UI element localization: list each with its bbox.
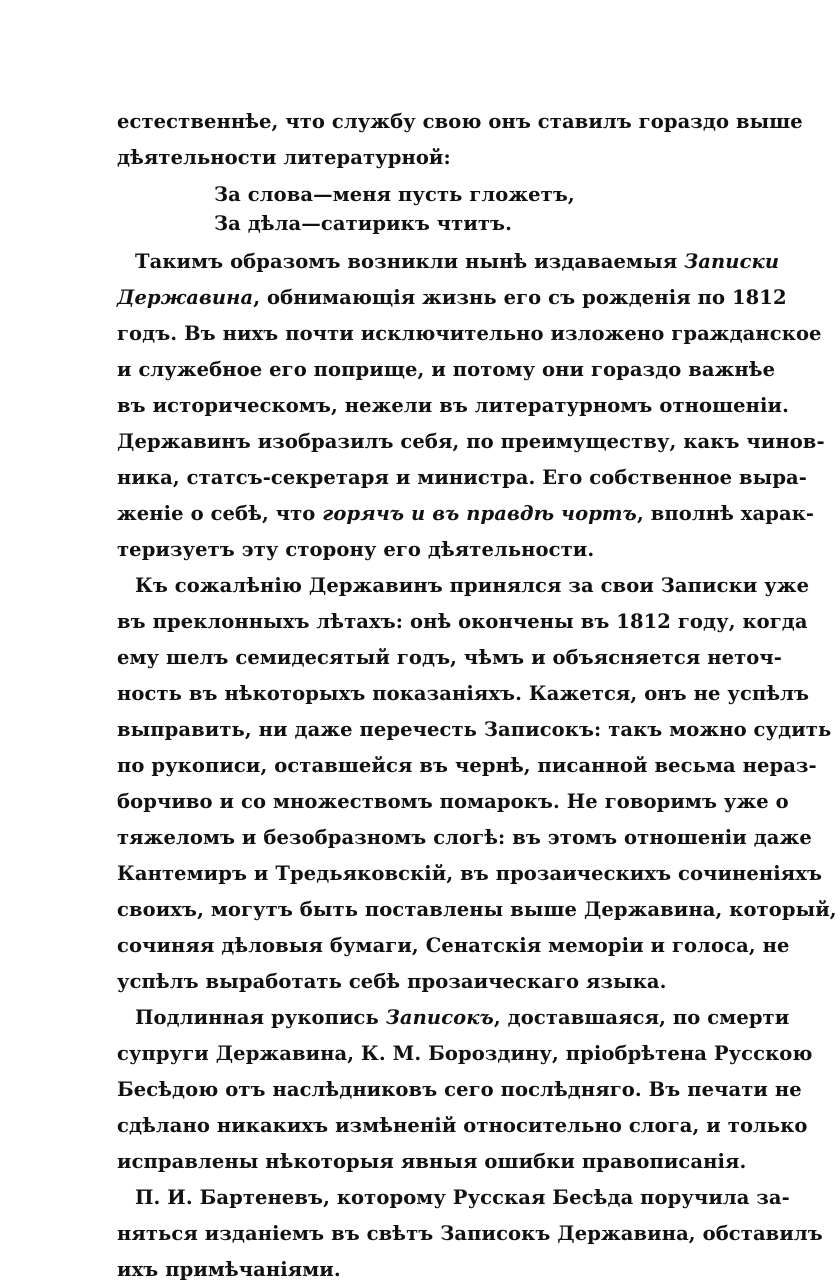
text-run: Подлинная рукопись xyxy=(135,1006,386,1029)
italic-title: Записки xyxy=(684,250,780,273)
text-line: по рукописи, оставшейся въ чернѣ, писанной весьма нераз- xyxy=(117,754,817,777)
verse-quote xyxy=(117,180,697,238)
text-line: годъ. Въ нихъ почти исключительно изложено гражданское xyxy=(117,322,822,345)
paragraph xyxy=(117,568,837,1000)
text-line: П. И. Бартеневъ, которому Русская Бесѣда поручила за- xyxy=(135,1186,790,1209)
verse-line: За слова—меня пусть гложетъ, xyxy=(214,183,575,206)
text-line: Кантемиръ и Тредьяковскій, въ прозаическихъ сочиненіяхъ xyxy=(117,862,823,885)
intro-paragraph xyxy=(117,104,803,176)
italic-quote: горячъ и въ правдѣ чортъ xyxy=(322,502,637,525)
text-line: ихъ примѣчаніями. xyxy=(117,1258,341,1281)
text-line: въ преклонныхъ лѣтахъ: онѣ окончены въ 1812 году, когда xyxy=(117,610,808,633)
text-line xyxy=(117,1000,790,1036)
text-line: и служебное его поприще, и потому они гораздо важнѣе xyxy=(117,358,776,381)
text-run: женіе о себѣ, что xyxy=(117,502,323,525)
page-text xyxy=(117,104,837,1288)
text-line: въ историческомъ, нежели въ литературномъ отношеніи. xyxy=(117,394,790,417)
paragraph xyxy=(117,1000,813,1180)
text-line: исправлены нѣкоторыя явныя ошибки правописанія. xyxy=(117,1150,747,1173)
text-line: борчиво и со множествомъ помарокъ. Не говоримъ уже о xyxy=(117,790,789,813)
italic-title: Записокъ xyxy=(385,1006,494,1029)
text-line: тяжеломъ и безобразномъ слогѣ: въ этомъ отношеніи даже xyxy=(117,826,812,849)
text-line: теризуетъ эту сторону его дѣятельности. xyxy=(117,538,595,561)
text-line: Къ сожалѣнію Державинъ принялся за свои Записки уже xyxy=(135,574,810,597)
text-line: ему шелъ семидесятый годъ, чѣмъ и объясняется неточ- xyxy=(117,646,782,669)
text-line: Державинъ изобразилъ себя, по преимуществу, какъ чинов- xyxy=(117,430,825,453)
italic-title: Державина xyxy=(117,286,254,309)
text-run: , вполнѣ харак- xyxy=(636,502,815,525)
paragraph xyxy=(117,1180,823,1288)
text-line: супруги Державина, К. М. Бороздину, пріобрѣтена Русскою xyxy=(117,1042,813,1065)
text-line: няться изданіемъ въ свѣтъ Записокъ Державина, обставилъ xyxy=(117,1222,823,1245)
text-line: ность въ нѣкоторыхъ показаніяхъ. Кажется, онъ не успѣлъ xyxy=(117,682,810,705)
paragraph xyxy=(117,244,825,568)
text-line: выправить, ни даже перечесть Записокъ: такъ можно судить xyxy=(117,718,832,741)
verse-line: За дѣла—сатирикъ чтитъ. xyxy=(214,212,513,235)
text-line: сдѣлано никакихъ измѣненій относительно слога, и только xyxy=(117,1114,808,1137)
text-line xyxy=(117,496,815,532)
text-run: , обнимающія жизнь его съ рожденія по 1812 xyxy=(253,286,787,309)
text-line: дѣятельности литературной: xyxy=(117,146,451,169)
text-line: ника, статсъ-секретаря и министра. Его собственное выра- xyxy=(117,466,807,489)
text-run: Такимъ образомъ возникли нынѣ издаваемыя xyxy=(135,250,685,273)
text-line xyxy=(117,280,787,316)
text-line: сочиняя дѣловыя бумаги, Сенатскія меморіи и голоса, не xyxy=(117,934,790,957)
text-line: своихъ, могутъ быть поставлены выше Державина, который, xyxy=(117,898,837,921)
text-line: естественнѣе, что службу свою онъ ставилъ гораздо выше xyxy=(117,110,803,133)
text-line xyxy=(117,244,780,280)
text-line: Бесѣдою отъ наслѣдниковъ сего послѣдняго. Въ печати не xyxy=(117,1078,802,1101)
text-line: успѣлъ выработать себѣ прозаическаго языка. xyxy=(117,970,667,993)
text-run: , доставшаяся, по смерти xyxy=(493,1006,790,1029)
